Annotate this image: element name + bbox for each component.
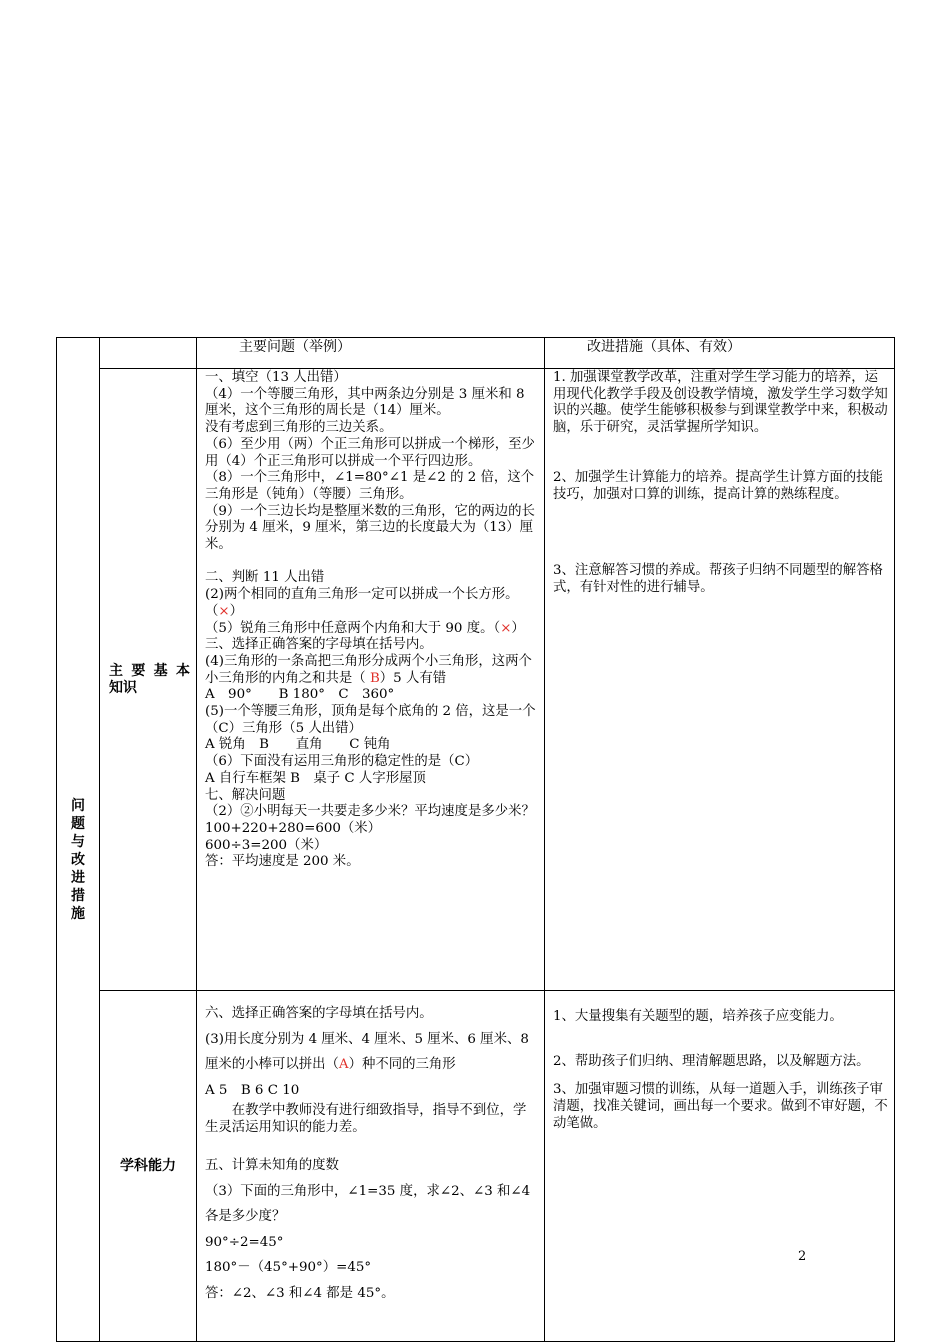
measure-item: 1、大量搜集有关题型的题，培养孩子应变能力。 [553,1009,843,1024]
problem-line: 180°－（45°+90°）=45° [205,1260,372,1276]
side-label-char: 题 [71,815,85,832]
problem-line: 五、计算未知角的度数 [205,1158,339,1174]
measure-item: 1. 加强课堂教学改革，注重对学生学习能力的培养，运用现代化教学手段及创设教学情境，激发学生学习数学知识的兴趣。使学生能够积极参与到课堂教学中来，积极动脑，乐于研究，灵活掌握所学知识。 [553,370,888,436]
side-label [57,338,100,1342]
header-problems: 主要问题（举例） [197,338,545,369]
problem-line: （2）②小明每天一共要走多少米？平均速度是多少米？ [205,804,535,820]
spacer [553,1026,888,1054]
problem-line: 六、选择正确答案的字母填在括号内。 [205,1006,433,1021]
problem-line: A 90° B 180° C 360° [205,687,395,703]
problem-line: （4）一个等腰三角形，其中两条边分别是 3 厘米和 8 厘米，这个三角形的周长是（14）厘米。 [205,386,525,419]
side-label-char: 问 [71,797,85,814]
problem-line: （5）锐角三角形中任意两个内角和大于 90 度。（×） [205,620,525,636]
subject-ability-row [57,991,895,1342]
measure-item: 2、加强学生计算能力的培养。提高学生计算方面的技能技巧，加强对口算的训练，提高计算的熟练程度。 [553,469,883,502]
problem-line: (3)用长度分别为 4 厘米、4 厘米、5 厘米、6 厘米、8 厘米的小棒可以拼出（A）种不同的三角形 [205,1031,529,1072]
category-line: 主 要 基 本 [109,663,190,679]
problem-line: 没有考虑到三角形的三边关系。 [205,420,393,436]
category-subject-ability: 学科能力 [100,991,197,1342]
header-empty-cell [100,338,197,369]
header-row [57,338,895,369]
side-label-char: 施 [71,905,85,922]
problem-line: （6）至少用（两）个正三角形可以拼成一个梯形，至少用（4）个正三角形可以拼成一个平行四边形。 [205,436,535,469]
side-label-char: 与 [71,833,85,850]
category-line: 知识 [109,680,137,696]
spacer [205,554,538,571]
answer-mark: A [338,1057,349,1072]
basic-problems-cell [197,369,545,991]
problem-line: 二、判断 11 人出错 [205,570,325,586]
spacer [553,1070,888,1082]
problems-measures-table [56,337,895,1342]
problem-line: A 5 B 6 C 10 [205,1082,300,1098]
problem-line: (4)三角形的一条高把三角形分成两个小三角形，这两个小三角形的内角之和共是（ B）5 人有错 [205,653,532,686]
spacer [205,1136,538,1153]
answer-mark: B [369,670,380,686]
spacer [553,503,888,563]
problem-line: (2)两个相同的直角三角形一定可以拼成一个长方形。（×） [205,587,519,619]
problem-line: 答：∠2、∠3 和∠4 都是 45°。 [205,1285,395,1301]
problem-line: 一、填空（13 人出错） [205,370,347,385]
problem-line: 90°÷2=45° [205,1234,284,1250]
basic-measures-cell [545,369,895,991]
problem-line: 100+220+280=600（米） [205,820,382,836]
problem-line: 600÷3=200（米） [205,837,328,853]
problem-line: 三、选择正确答案的字母填在括号内。 [205,637,433,653]
problem-line: （3）下面的三角形中，∠1=35 度，求∠2、∠3 和∠4 各是多少度？ [205,1183,531,1225]
measure-item: 3、加强审题习惯的训练，从每一道题入手，训练孩子审清题，找准关键词，画出每一个要求。做到不审好题，不动笔做。 [553,1082,888,1131]
problem-line: （9）一个三边长均是整厘米数的三角形，它的两边的长分别为 4 厘米，9 厘米，第三边的长度最大为（13）厘米。 [205,503,535,553]
side-label-char: 改 [71,851,85,868]
answer-mark: × [218,603,230,619]
problem-line: 在教学中教师没有进行细致指导，指导不到位，学生灵活运用知识的能力差。 [205,1103,527,1135]
problem-line: （6）下面没有运用三角形的稳定性的是（C） [205,754,479,770]
problem-line: （8）一个三角形中，∠1=80°∠1 是∠2 的 2 倍，这个三角形是（钝角）（等腰）三角形。 [205,470,535,502]
ability-problems-cell [197,991,545,1342]
header-measures: 改进措施（具体、有效） [545,338,895,369]
category-basic-knowledge [100,369,197,991]
problem-line: (5)一个等腰三角形，顶角是每个底角的 2 倍，这是一个（C）三角形（5 人出错） [205,704,536,736]
spacer [553,437,888,470]
problem-line: 答：平均速度是 200 米。 [205,854,360,870]
side-label-char: 进 [71,869,85,886]
measure-item: 2、帮助孩子们归纳、理清解题思路，以及解题方法。 [553,1053,870,1069]
basic-knowledge-row [57,369,895,991]
measure-item: 3、注意解答习惯的养成。帮孩子归纳不同题型的解答格式，有针对性的进行辅导。 [553,563,883,595]
problem-line: A 自行车框架 B 桌子 C 人字形屋顶 [205,770,426,786]
answer-mark: × [500,620,512,636]
problem-line: A 锐角 B 直角 C 钝角 [205,737,391,753]
problem-line: 七、解决问题 [205,787,286,803]
side-label-char: 措 [71,887,85,904]
page-number: 2 [798,1249,807,1264]
ability-measures-cell [545,991,895,1342]
